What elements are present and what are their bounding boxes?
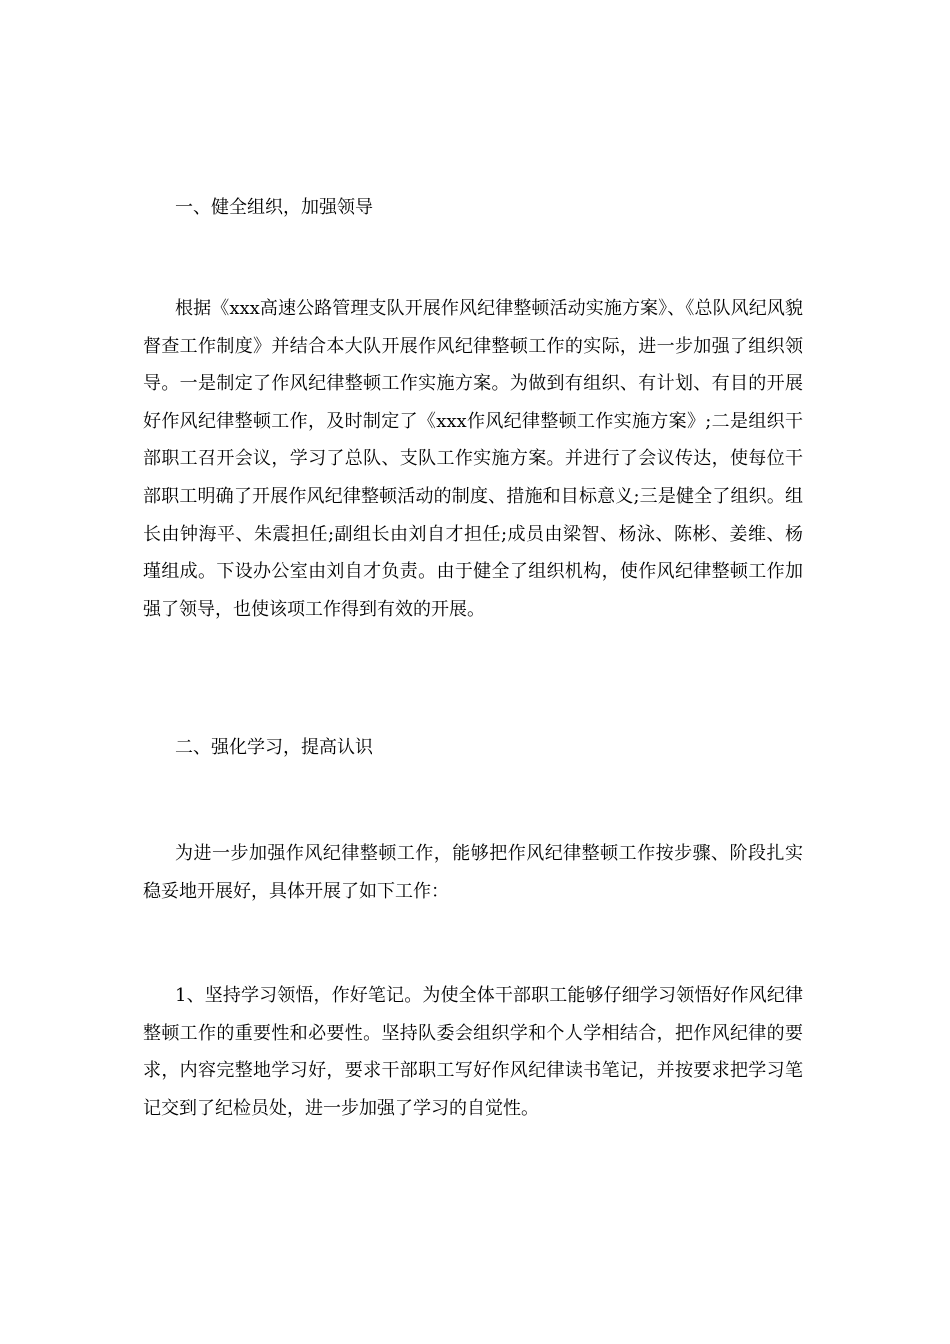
paragraph-organization-leadership: 根据《xxx高速公路管理支队开展作风纪律整顿活动实施方案》、《总队风纪风貌督查工作制度》并结合本大队开展作风纪律整顿工作的实际，进一步加强了组织领导。一是制定了作风纪律整顿工作实施方案。为做到有组织、有计划、有目的开展好作风纪律整顿工作，及时制定了《xxx作风纪律整顿工作实施方案》;二是组织干部职工召开会议，学习了总队、支队工作实施方案。并进行了会议传达，使每位干部职工明确了开展作风纪律整顿活动的制度、措施和目标意义;三是健全了组织。组长由钟海平、朱震担任;副组长由刘自才担任;成员由梁智、杨泳、陈彬、姜维、杨瑾组成。下设办公室由刘自才负责。由于健全了组织机构，使作风纪律整顿工作加强了领导，也使该项工作得到有效的开展。 — [143, 298, 803, 620]
section-heading-organization: 一、健全组织，加强领导 — [175, 197, 373, 218]
paragraph-study-intro: 为进一步加强作风纪律整顿工作，能够把作风纪律整顿工作按步骤、阶段扎实稳妥地开展好，具体开展了如下工作： — [143, 843, 803, 902]
section-heading-study: 二、强化学习，提高认识 — [175, 737, 373, 758]
paragraph-study-item-1: 1、坚持学习领悟，作好笔记。为使全体干部职工能够仔细学习领悟好作风纪律整顿工作的重要性和必要性。坚持队委会组织学和个人学相结合，把作风纪律的要求，内容完整地学习好，要求干部职工写好作风纪律读书笔记，并按要求把学习笔记交到了纪检员处，进一步加强了学习的自觉性。 — [143, 985, 803, 1119]
